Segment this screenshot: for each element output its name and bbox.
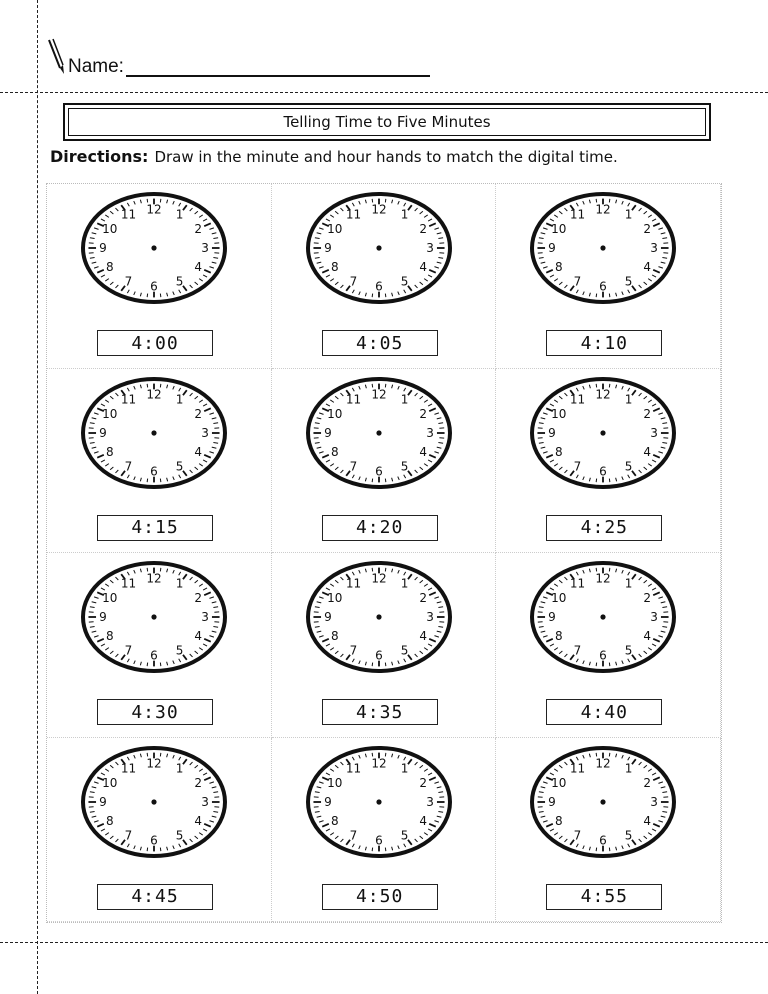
minute-tick	[160, 847, 161, 851]
clock-number: 1	[625, 392, 633, 407]
clock-cell	[272, 369, 497, 554]
clock-number: 11	[345, 207, 361, 222]
digital-time-box: 4:15	[97, 515, 213, 541]
clock-number: 8	[105, 813, 114, 828]
directions-label: Directions:	[50, 147, 149, 166]
minute-tick	[372, 847, 373, 851]
clock-center-dot	[376, 430, 381, 435]
clock-cell	[47, 553, 272, 738]
clock-number: 9	[323, 794, 332, 809]
clock-number: 2	[419, 221, 427, 236]
clock-cell	[496, 738, 721, 923]
clock-cell	[496, 184, 721, 369]
clock-number: 4	[419, 813, 427, 828]
clock-grid	[46, 183, 722, 923]
clock-number: 5	[625, 458, 633, 473]
clock-number: 4	[419, 260, 427, 275]
clock-cell	[496, 553, 721, 738]
minute-tick	[596, 294, 597, 298]
clock-number: 7	[124, 827, 133, 842]
clock-number: 7	[349, 643, 357, 658]
clock-number: 7	[573, 458, 582, 473]
clock-number: 6	[374, 463, 383, 478]
digital-time-box: 4:00	[97, 330, 213, 356]
clock-number: 10	[102, 590, 118, 605]
clock-number: 10	[551, 406, 567, 421]
clock-number: 3	[650, 241, 659, 255]
clock-number: 2	[419, 775, 427, 790]
clock-number: 9	[548, 241, 557, 255]
clock-number: 2	[194, 406, 203, 421]
clock-number: 9	[548, 610, 557, 624]
clock-number: 10	[326, 406, 343, 421]
clock-number: 9	[99, 241, 107, 255]
clock-number: 11	[345, 761, 361, 776]
top-cut-line	[0, 92, 768, 93]
clock-number: 2	[419, 590, 427, 605]
clock-number: 3	[425, 425, 434, 440]
digital-time-box: 4:55	[546, 884, 662, 910]
clock-number: 1	[400, 761, 409, 776]
clock-cell	[47, 184, 272, 369]
clock-number: 2	[643, 590, 652, 605]
clock-number: 12	[595, 571, 611, 586]
clock-face[interactable]	[527, 743, 679, 861]
clock-number: 2	[419, 406, 427, 421]
clock-number: 5	[625, 274, 633, 289]
clock-number: 3	[201, 794, 209, 809]
clock-number: 7	[124, 643, 133, 658]
directions	[50, 147, 618, 166]
clock-number: 10	[102, 775, 118, 790]
clock-number: 8	[330, 813, 339, 828]
clock-number: 11	[570, 207, 586, 222]
clock-number: 6	[150, 648, 158, 663]
clock-number: 8	[555, 813, 563, 828]
clock-number: 3	[201, 425, 209, 440]
clock-number: 3	[650, 425, 659, 440]
clock-number: 9	[323, 241, 332, 255]
clock-number: 7	[573, 827, 582, 842]
title-box	[63, 103, 711, 141]
clock-center-dot	[151, 614, 156, 619]
clock-number: 1	[175, 207, 184, 222]
digital-time-box: 4:25	[546, 515, 662, 541]
minute-tick	[385, 478, 386, 482]
clock-number: 5	[175, 274, 184, 289]
clock-number: 4	[643, 813, 652, 828]
digital-time-box: 4:40	[546, 699, 662, 725]
clock-number: 5	[400, 274, 409, 289]
clock-cell	[272, 553, 497, 738]
clock-number: 12	[595, 202, 611, 217]
clock-face[interactable]	[527, 374, 679, 492]
minute-tick	[610, 663, 611, 667]
clock-number: 7	[349, 274, 357, 289]
clock-number: 6	[599, 832, 608, 847]
clock-number: 8	[105, 444, 114, 459]
clock-face[interactable]	[527, 558, 679, 676]
clock-number: 11	[570, 761, 586, 776]
clock-number: 1	[175, 392, 184, 407]
clock-number: 11	[570, 576, 586, 591]
clock-number: 6	[374, 648, 383, 663]
clock-center-dot	[376, 614, 381, 619]
minute-tick	[610, 478, 611, 482]
clock-number: 4	[643, 629, 652, 644]
clock-number: 6	[374, 279, 383, 294]
clock-center-dot	[151, 430, 156, 435]
minute-tick	[160, 478, 161, 482]
clock-number: 7	[124, 274, 133, 289]
minute-tick	[385, 663, 386, 667]
clock-center-dot	[151, 799, 156, 804]
clock-number: 3	[425, 241, 434, 255]
clock-number: 3	[650, 794, 659, 809]
clock-number: 10	[102, 221, 118, 236]
clock-number: 8	[555, 629, 563, 644]
clock-face[interactable]	[78, 558, 230, 676]
clock-number: 1	[400, 576, 409, 591]
clock-number: 11	[345, 576, 361, 591]
clock-number: 11	[120, 207, 137, 222]
clock-number: 1	[400, 207, 409, 222]
clock-number: 3	[201, 241, 209, 255]
clock-number: 4	[419, 629, 427, 644]
clock-number: 1	[400, 392, 409, 407]
name-label: Name:	[68, 56, 124, 77]
clock-number: 2	[194, 775, 203, 790]
clock-number: 8	[330, 629, 339, 644]
clock-number: 12	[146, 202, 162, 217]
clock-number: 5	[175, 643, 184, 658]
bottom-cut-line	[0, 942, 768, 943]
minute-tick	[610, 294, 611, 298]
clock-number: 5	[400, 458, 409, 473]
digital-time-box: 4:10	[546, 330, 662, 356]
clock-center-dot	[601, 799, 606, 804]
clock-center-dot	[376, 799, 381, 804]
clock-number: 4	[194, 813, 203, 828]
clock-number: 9	[548, 425, 557, 440]
clock-number: 6	[599, 463, 608, 478]
clock-number: 6	[599, 279, 608, 294]
clock-number: 7	[573, 643, 582, 658]
clock-face[interactable]	[303, 743, 455, 861]
clock-number: 6	[599, 648, 608, 663]
minute-tick	[385, 847, 386, 851]
minute-tick	[160, 294, 161, 298]
minute-tick	[596, 663, 597, 667]
clock-number: 5	[175, 458, 184, 473]
clock-number: 7	[124, 458, 133, 473]
clock-number: 9	[548, 794, 557, 809]
clock-center-dot	[601, 245, 606, 250]
clock-number: 2	[194, 590, 203, 605]
clock-number: 8	[555, 444, 563, 459]
clock-number: 7	[573, 274, 582, 289]
minute-tick	[147, 847, 148, 851]
minute-tick	[596, 478, 597, 482]
clock-number: 11	[345, 392, 361, 407]
clock-number: 10	[551, 590, 567, 605]
clock-cell	[496, 369, 721, 554]
minute-tick	[372, 663, 373, 667]
clock-number: 1	[175, 761, 184, 776]
clock-number: 12	[595, 756, 611, 771]
clock-number: 1	[175, 576, 184, 591]
clock-number: 2	[194, 221, 203, 236]
clock-number: 4	[643, 260, 652, 275]
clock-number: 10	[102, 406, 118, 421]
digital-time-box: 4:30	[97, 699, 213, 725]
left-cut-line	[37, 0, 38, 994]
clock-center-dot	[151, 245, 156, 250]
minute-tick	[160, 663, 161, 667]
clock-number: 11	[570, 392, 586, 407]
digital-time-box: 4:35	[322, 699, 438, 725]
clock-number: 3	[425, 610, 434, 624]
clock-number: 3	[201, 610, 209, 624]
clock-number: 6	[374, 832, 383, 847]
clock-face[interactable]	[78, 374, 230, 492]
clock-face[interactable]	[78, 189, 230, 307]
clock-number: 5	[400, 827, 409, 842]
clock-cell	[272, 184, 497, 369]
clock-number: 5	[625, 827, 633, 842]
clock-number: 5	[625, 643, 633, 658]
clock-number: 10	[551, 221, 567, 236]
clock-number: 12	[146, 571, 162, 586]
clock-number: 2	[643, 221, 652, 236]
clock-number: 1	[625, 207, 633, 222]
clock-number: 9	[99, 610, 107, 624]
clock-center-dot	[601, 430, 606, 435]
minute-tick	[147, 663, 148, 667]
clock-number: 9	[323, 610, 332, 624]
clock-number: 4	[194, 444, 203, 459]
clock-number: 4	[194, 629, 203, 644]
minute-tick	[147, 294, 148, 298]
clock-number: 9	[323, 425, 332, 440]
clock-face[interactable]	[527, 189, 679, 307]
clock-number: 8	[555, 260, 563, 275]
clock-cell	[272, 738, 497, 923]
clock-number: 12	[146, 387, 162, 402]
clock-face[interactable]	[78, 743, 230, 861]
clock-number: 10	[326, 775, 343, 790]
clock-number: 6	[150, 463, 158, 478]
clock-number: 8	[105, 260, 114, 275]
clock-number: 8	[330, 260, 339, 275]
clock-number: 12	[371, 571, 387, 586]
clock-number: 10	[326, 221, 343, 236]
clock-center-dot	[601, 614, 606, 619]
clock-number: 11	[120, 392, 137, 407]
minute-tick	[372, 294, 373, 298]
pencil-icon	[44, 38, 66, 78]
clock-number: 11	[120, 761, 137, 776]
clock-number: 7	[349, 827, 357, 842]
clock-number: 8	[330, 444, 339, 459]
clock-number: 12	[371, 202, 387, 217]
minute-tick	[385, 294, 386, 298]
worksheet-title: Telling Time to Five Minutes	[68, 108, 706, 136]
clock-number: 10	[551, 775, 567, 790]
clock-number: 9	[99, 425, 107, 440]
minute-tick	[596, 847, 597, 851]
clock-face[interactable]	[303, 558, 455, 676]
name-input-line[interactable]	[126, 75, 430, 77]
clock-number: 11	[120, 576, 137, 591]
clock-number: 12	[371, 756, 387, 771]
clock-number: 4	[419, 444, 427, 459]
digital-time-box: 4:45	[97, 884, 213, 910]
minute-tick	[610, 847, 611, 851]
clock-number: 2	[643, 406, 652, 421]
digital-time-box: 4:20	[322, 515, 438, 541]
clock-number: 10	[326, 590, 343, 605]
clock-face[interactable]	[303, 374, 455, 492]
minute-tick	[147, 478, 148, 482]
clock-cell	[47, 369, 272, 554]
clock-number: 5	[175, 827, 184, 842]
clock-number: 6	[150, 832, 158, 847]
clock-face[interactable]	[303, 189, 455, 307]
clock-center-dot	[376, 245, 381, 250]
clock-number: 1	[625, 576, 633, 591]
clock-number: 5	[400, 643, 409, 658]
clock-number: 6	[150, 279, 158, 294]
clock-number: 3	[425, 794, 434, 809]
clock-number: 8	[105, 629, 114, 644]
directions-text: Draw in the minute and hour hands to match the digital time.	[154, 148, 618, 166]
clock-number: 7	[349, 458, 357, 473]
digital-time-box: 4:50	[322, 884, 438, 910]
digital-time-box: 4:05	[322, 330, 438, 356]
clock-number: 4	[194, 260, 203, 275]
clock-number: 4	[643, 444, 652, 459]
clock-number: 2	[643, 775, 652, 790]
clock-number: 12	[146, 756, 162, 771]
clock-number: 1	[625, 761, 633, 776]
clock-number: 12	[595, 387, 611, 402]
minute-tick	[372, 478, 373, 482]
clock-number: 12	[371, 387, 387, 402]
clock-cell	[47, 738, 272, 923]
clock-number: 9	[99, 794, 107, 809]
clock-number: 3	[650, 610, 659, 624]
